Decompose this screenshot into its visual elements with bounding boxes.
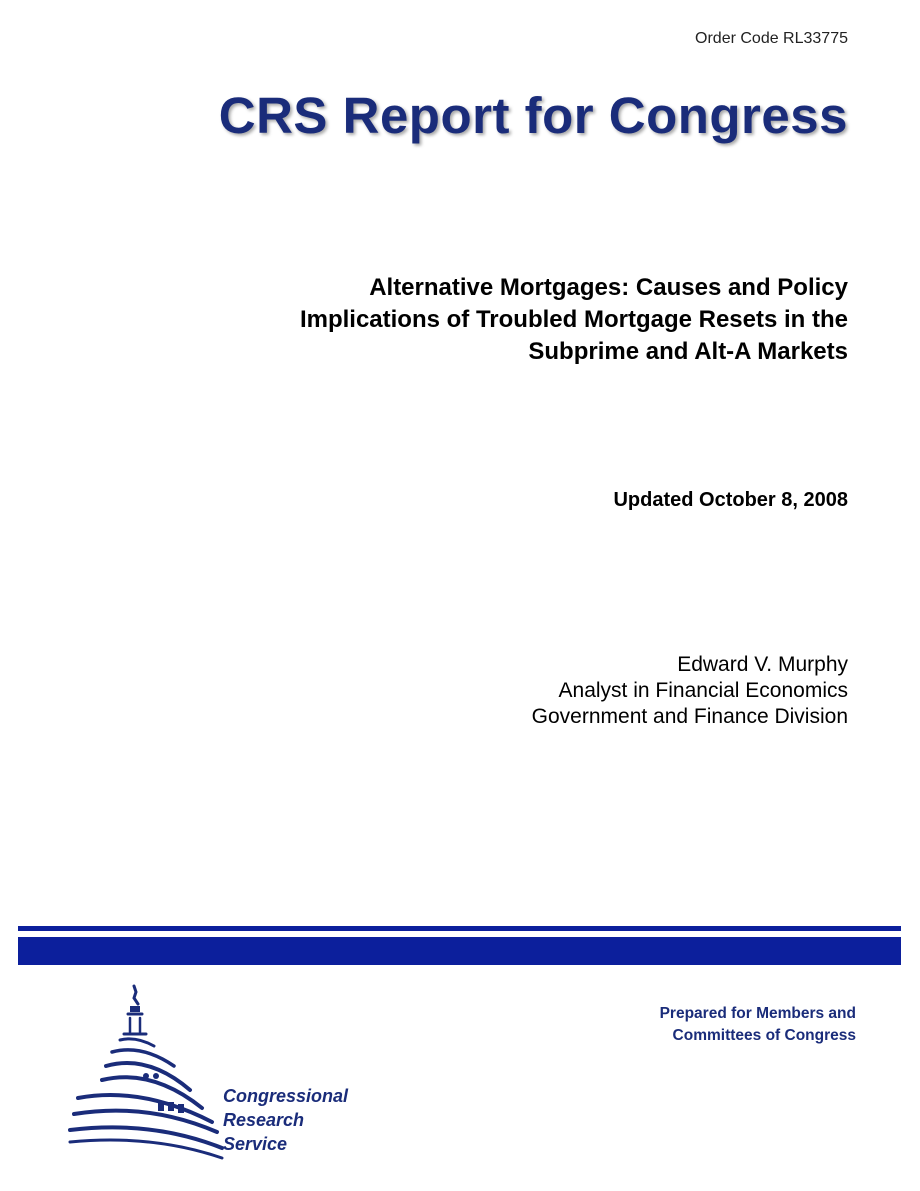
- divider-thin: [18, 926, 901, 931]
- capitol-dome-icon: [62, 982, 227, 1162]
- title-line: Subprime and Alt-A Markets: [528, 338, 848, 365]
- logo-line: Congressional: [223, 1086, 349, 1106]
- author-block: [532, 652, 848, 730]
- divider-thick: [18, 937, 901, 965]
- title-line: Alternative Mortgages: Causes and Policy: [369, 274, 848, 301]
- author-name: Edward V. Murphy: [677, 653, 848, 676]
- logo-line: Service: [223, 1134, 288, 1154]
- logo-text: [223, 1084, 348, 1156]
- logo-line: Research: [223, 1110, 305, 1130]
- author-role: Analyst in Financial Economics: [558, 679, 848, 702]
- prepared-line: Committees of Congress: [672, 1027, 856, 1044]
- order-code: Order Code RL33775: [695, 30, 848, 47]
- author-division: Government and Finance Division: [531, 705, 848, 728]
- crs-logo: [62, 982, 382, 1162]
- report-title: [148, 272, 848, 368]
- title-line: Implications of Troubled Mortgage Resets in the: [299, 306, 848, 333]
- report-header: CRS Report for Congress: [218, 87, 848, 144]
- updated-date: Updated October 8, 2008: [613, 489, 848, 511]
- prepared-line: Prepared for Members and: [659, 1005, 856, 1022]
- prepared-for: [660, 1003, 856, 1047]
